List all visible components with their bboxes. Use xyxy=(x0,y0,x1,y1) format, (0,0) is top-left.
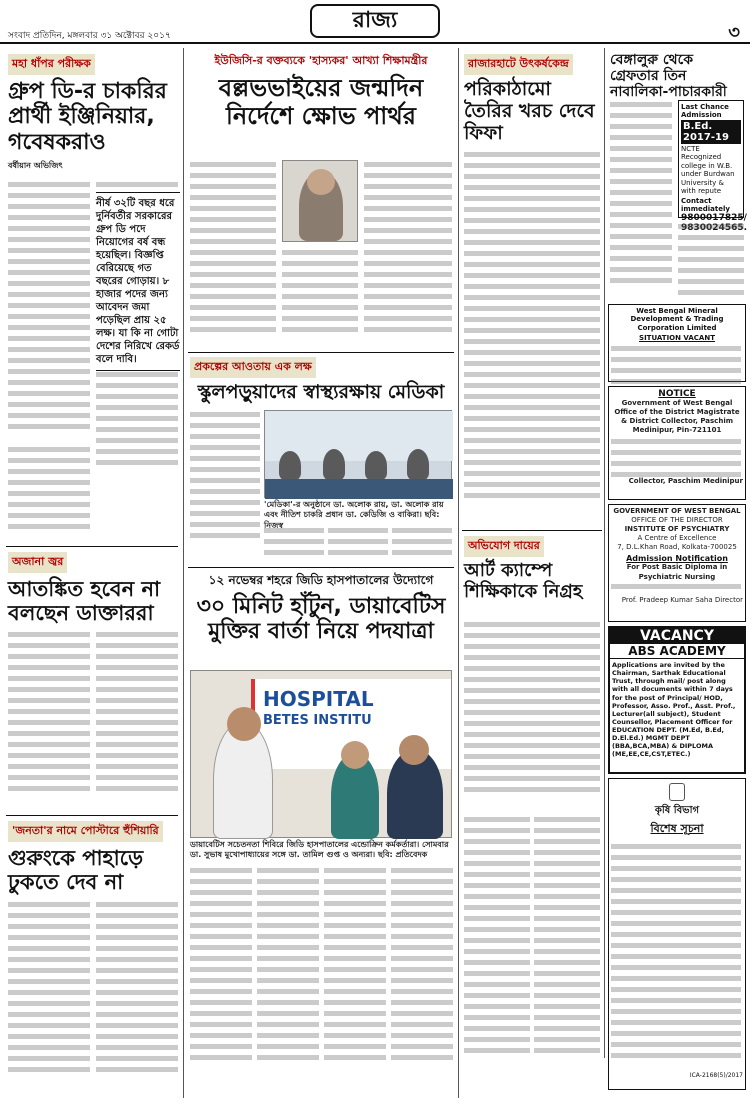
story-kicker: ইউজিসি-র বক্তব্যকে 'হাস্যকর' আখ্যা শিক্ষামন্ত্রীর xyxy=(214,54,428,67)
psychiatry-institute-ad xyxy=(608,504,746,622)
article-body-text xyxy=(464,620,600,810)
article-body-text xyxy=(190,160,276,350)
story-headline: গুরুংকে পাহাড়ে ঢুকতে দেব না xyxy=(8,846,144,895)
ad-phone: 9800017825/ 9830024565. xyxy=(681,213,748,234)
ad-line: B.Ed. 2017-19 xyxy=(681,120,741,144)
story-headline: আর্ট ক্যাম্পে শিক্ষিকাকে নিগ্রহ xyxy=(464,560,583,602)
krishi-notice-ad xyxy=(608,778,746,1090)
story-byline: বর্ষীয়ান অভিজিৎ xyxy=(8,160,63,170)
minister-photo xyxy=(282,160,358,242)
story-headline: গ্রুপ ডি-র চাকরির প্রার্থী ইঞ্জিনিয়ার, গবেষকরাও xyxy=(8,79,167,155)
ad-line: Office of the District Magistrate & District Collector, Paschim Medinipur, Pin-721101 xyxy=(614,408,740,435)
story-kicker: রাজারহাটে উৎকর্ষকেন্দ্র xyxy=(464,54,573,75)
ad-title: কৃষি বিভাগ xyxy=(654,805,700,816)
banner-subtext: BETES INSTITU xyxy=(263,713,372,728)
article-body-text xyxy=(96,900,178,1090)
story-kicker: অজানা জ্বর xyxy=(8,552,67,573)
story-kicker: অভিযোগ দায়ের xyxy=(464,536,544,557)
ad-subtitle: For Post Basic Diploma in Psychiatric Nursing xyxy=(626,563,728,581)
article-body-text xyxy=(534,815,600,1085)
page-number: ৩ xyxy=(728,22,740,43)
story-kicker: ১২ নভেম্বর শহরে জিডি হাসপাতালের উদ্যোগে xyxy=(208,573,434,587)
section-title: রাজ্য xyxy=(310,4,440,38)
bengaluru-story-header xyxy=(610,52,744,100)
ad-signatory: Prof. Pradeep Kumar Saha Director xyxy=(621,595,743,604)
vacancy-ad xyxy=(608,626,746,774)
highlight-box xyxy=(96,192,180,371)
wbmdtc-ad xyxy=(608,304,746,382)
ad-line: Contact immediately xyxy=(681,197,730,214)
article-body-text xyxy=(190,866,252,1088)
article-body-text xyxy=(8,630,90,810)
story-headline: আতঙ্কিত হবেন না বলছেন ডাক্তাররা xyxy=(8,577,161,626)
column-rule xyxy=(458,48,459,1098)
collector-notice-ad xyxy=(608,386,746,500)
article-body-text xyxy=(610,100,672,300)
lead-story-header xyxy=(190,52,452,130)
fifa-story-header xyxy=(464,52,600,145)
article-body-text xyxy=(282,248,358,348)
story-group-fever xyxy=(8,550,178,625)
ad-subtitle: বিশেষ সূচনা xyxy=(650,822,704,835)
article-body-text xyxy=(96,630,178,810)
bed-admission-ad xyxy=(678,100,748,234)
story-kicker: প্রকল্পের আওতায় এক লক্ষ xyxy=(190,357,316,378)
ad-title: Admission Notification xyxy=(626,554,728,564)
banner-text: HOSPITAL xyxy=(263,687,374,711)
article-body-text xyxy=(8,900,90,1090)
story-kicker: মহা ধাঁপর পরীক্ষক xyxy=(8,54,95,75)
ad-title: VACANCY xyxy=(610,628,744,644)
article-body-text xyxy=(328,526,388,560)
article-body-text xyxy=(257,866,319,1088)
ad-title: West Bengal Mineral Development & Trading Corporation Limited xyxy=(630,307,724,332)
emblem-icon xyxy=(669,783,685,801)
photo-caption: 'মেডিকা'-র অনুষ্ঠানে ডা. অলোক রায়, ডা. অলোক রায় এবং নীতিশ চাকরি প্রধান ডা. কেডিজি ও বাকিরা। ছবি: নিজস্ব xyxy=(264,500,444,530)
story-headline: স্কুলপড়ুয়াদের স্বাস্থ্যরক্ষায় মেডিকা xyxy=(197,381,445,403)
ad-line: Government of West Bengal xyxy=(621,399,733,407)
article-body-text xyxy=(364,160,452,350)
story-kicker: 'জনতা'র নামে পোস্টারে হুঁশিয়ারি xyxy=(8,821,163,842)
article-body-text xyxy=(464,150,600,530)
medica-event-photo xyxy=(264,410,452,498)
diabetes-event-photo xyxy=(190,670,452,838)
story-headline: পরিকাঠামো তৈরির খরচ দেবে ফিফা xyxy=(464,78,595,144)
photo-caption: ডায়াবেটিস সচেতনতা শিবিরে জিডি হাসপাতালের এন্ডোক্রিন কর্মকর্তারা। সোমবার ডা. সুভাষ মুখোপাধ্যায়ের সঙ্গে ডা. তামিল গুপ্ত ও অন্যরা। ছবি: প্রতিবেদক xyxy=(190,840,449,860)
column-rule xyxy=(183,48,184,1098)
article-body-text xyxy=(190,410,260,560)
ad-line: GOVERNMENT OF WEST BENGAL xyxy=(613,507,741,515)
ad-body: Applications are invited by the Chairman, Sarthak Educational Trust, through mail/ post along with all documents within 7 days for the post of Principal/ HOD, Professor, Asso. Prof., Asst. Prof., Lecturer(all subject), Student Counsellor, Placement Officer for EDUCATION DEPT. (M.Ed, B.Ed, D.El.Ed.) MGMT DEPT (BBA,BCA,MBA) & DIPLOMA (ME,EE,CE,CST,ETEC.) xyxy=(612,661,736,759)
masthead xyxy=(0,0,750,44)
story-headline: ৩০ মিনিট হাঁটুন, ডায়াবেটিস মুক্তির বার্তা নিয়ে পদযাত্রা xyxy=(196,594,446,645)
article-body-text xyxy=(392,526,452,560)
article-body-text xyxy=(324,866,386,1088)
story-headline: বেঙ্গালুরু থেকে গ্রেফতার তিন নাবালিকা-পাচারকারী xyxy=(610,52,727,101)
ad-line: Last Chance Admission xyxy=(681,103,729,119)
ad-line: A Centre of Excellence xyxy=(637,534,717,543)
medica-story-header xyxy=(190,355,452,404)
column-rule xyxy=(604,48,605,1058)
ad-code: ICA-2168(5)/2017 xyxy=(689,1072,743,1079)
ad-line: 7, D.L.Khan Road, Kolkata-700025 xyxy=(617,543,737,552)
ad-title: NOTICE xyxy=(658,389,696,399)
ad-line: OFFICE OF THE DIRECTOR xyxy=(631,516,723,525)
highlight-text: নীর্ষ ৩২টি বছর ধরে দুর্নিবর্তীর সরকারের গ্রুপ ডি পদে নিয়োগের বর্ষ বন্ধ হয়েছিল। বিজ্ঞপ্তি বেরিয়েছে গত বছরের গোড়ায়। ৮ হাজার পদের জন্য আবেদন জমা পড়েছিল প্রায় ২৫ লক্ষ। যা কি না গোটা দেশের নিরিখে রেকর্ড বলে দাবি। xyxy=(96,198,180,365)
article-body-text xyxy=(678,222,744,302)
story-group-jobs xyxy=(8,52,178,172)
ad-brand: ABS ACADEMY xyxy=(610,644,744,659)
ad-line: NCTE Recognized college in W.B. under Burdwan University & with repute xyxy=(681,145,735,195)
article-body-text xyxy=(464,815,530,1085)
lead-headline: বল্লভভাইয়ের জন্মদিন নির্দেশে ক্ষোভ পার্থর xyxy=(218,74,424,130)
ad-signatory: Collector, Paschim Medinipur xyxy=(628,477,743,486)
article-body-text xyxy=(96,180,178,192)
diabetes-story-header xyxy=(190,572,452,645)
article-body-text xyxy=(391,866,453,1088)
story-group-gurung xyxy=(8,819,178,894)
ad-line: INSTITUTE OF PSYCHIATRY xyxy=(624,525,730,534)
art-camp-story-header xyxy=(464,534,600,602)
dateline: সংবাদ প্রতিদিন, মঙ্গলবার ৩১ অক্টোবর ২০১৭ xyxy=(8,31,171,41)
article-body-text xyxy=(8,180,90,440)
article-body-text xyxy=(8,445,90,540)
article-body-text xyxy=(96,370,178,480)
ad-subtitle: SITUATION VACANT xyxy=(639,334,715,343)
article-body-text xyxy=(264,526,324,560)
